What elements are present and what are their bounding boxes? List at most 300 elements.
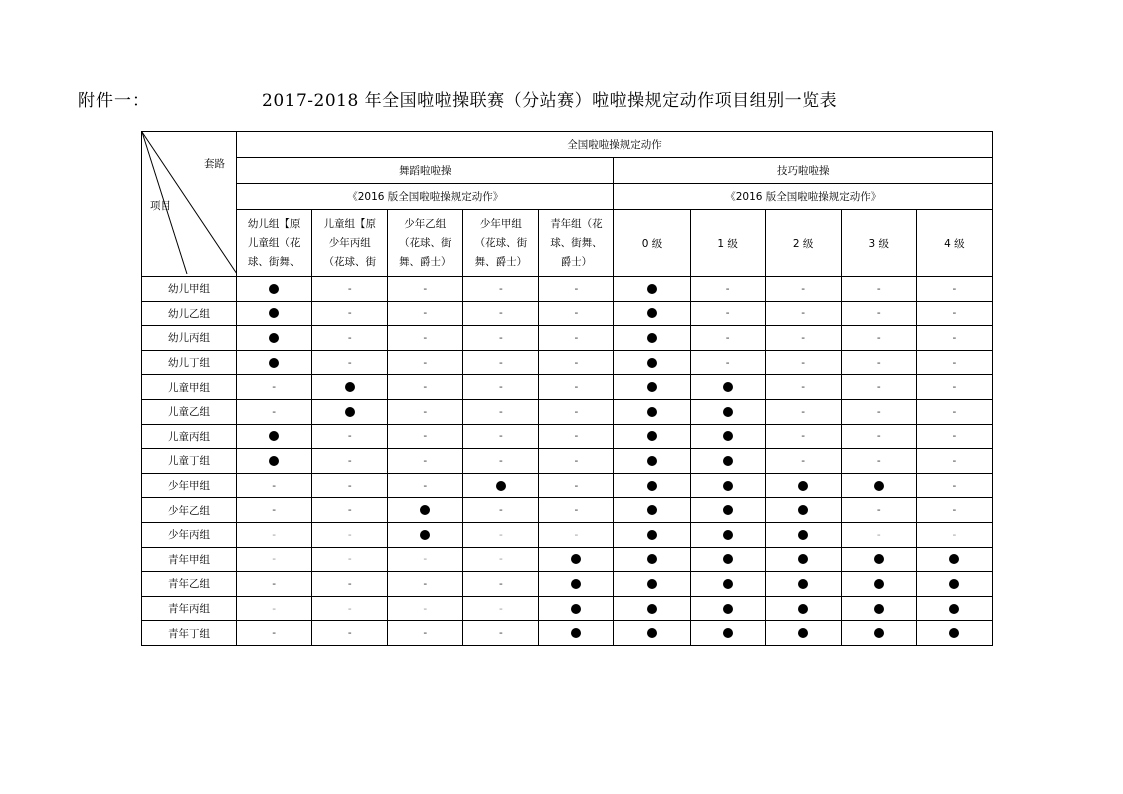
dash-cell: [237, 498, 312, 523]
dash-mark: -: [498, 577, 503, 590]
dash-mark: -: [347, 528, 352, 541]
table-row: [142, 277, 993, 302]
dash-cell: [388, 596, 463, 621]
dash-mark: -: [574, 381, 579, 394]
dash-cell: [312, 350, 388, 375]
dash-mark: -: [423, 602, 428, 615]
filled-dot-icon: [647, 284, 657, 294]
dash-cell: [463, 547, 539, 572]
filled-dot-icon: [420, 505, 430, 515]
dash-cell: [463, 424, 539, 449]
dot-cell: [614, 473, 690, 498]
dash-cell: [841, 301, 916, 326]
dash-mark: -: [876, 356, 881, 369]
dash-cell: [841, 326, 916, 351]
document-title: 2017-2018 年全国啦啦操联赛（分站赛）啦啦操规定动作项目组别一览表: [262, 91, 838, 111]
dot-cell: [841, 473, 916, 498]
dot-cell: [690, 375, 765, 400]
row-label: 儿童丙组: [142, 424, 237, 449]
dot-cell: [237, 301, 312, 326]
dash-mark: -: [423, 307, 428, 320]
dot-cell: [765, 522, 841, 547]
filled-dot-icon: [269, 431, 279, 441]
dash-mark: -: [801, 454, 806, 467]
dash-mark: -: [423, 405, 428, 418]
dot-cell: [614, 350, 690, 375]
dash-cell: [916, 399, 992, 424]
dash-mark: -: [574, 454, 579, 467]
dash-mark: -: [952, 454, 957, 467]
filled-dot-icon: [723, 554, 733, 564]
dash-cell: [765, 375, 841, 400]
dash-mark: -: [498, 356, 503, 369]
dash-mark: -: [498, 381, 503, 394]
filled-dot-icon: [949, 554, 959, 564]
dot-cell: [690, 547, 765, 572]
dash-mark: -: [952, 381, 957, 394]
dash-mark: -: [574, 356, 579, 369]
filled-dot-icon: [949, 628, 959, 638]
dash-mark: -: [725, 307, 730, 320]
dot-cell: [690, 473, 765, 498]
dash-cell: [841, 375, 916, 400]
dash-cell: [463, 621, 539, 646]
dash-mark: -: [347, 577, 352, 590]
dance-col-header: 青年组（花 球、街舞、 爵士）: [539, 210, 614, 277]
dash-cell: [388, 326, 463, 351]
dash-mark: -: [272, 602, 277, 615]
table-row: [142, 522, 993, 547]
dash-cell: [388, 473, 463, 498]
dash-mark: -: [272, 528, 277, 541]
dash-mark: -: [423, 627, 428, 640]
dash-mark: -: [876, 454, 881, 467]
dash-cell: [463, 572, 539, 597]
filled-dot-icon: [345, 382, 355, 392]
filled-dot-icon: [571, 579, 581, 589]
dot-cell: [614, 547, 690, 572]
dash-cell: [463, 277, 539, 302]
dash-cell: [237, 473, 312, 498]
filled-dot-icon: [647, 604, 657, 614]
dash-cell: [388, 350, 463, 375]
dot-cell: [916, 596, 992, 621]
row-label: 青年丙组: [142, 596, 237, 621]
dash-mark: -: [952, 331, 957, 344]
filled-dot-icon: [647, 308, 657, 318]
dot-cell: [614, 449, 690, 474]
dash-cell: [539, 449, 614, 474]
dot-cell: [690, 449, 765, 474]
filled-dot-icon: [420, 530, 430, 540]
row-label: 幼儿丙组: [142, 326, 237, 351]
dot-cell: [690, 522, 765, 547]
dash-mark: -: [574, 282, 579, 295]
dot-cell: [614, 596, 690, 621]
filled-dot-icon: [269, 456, 279, 466]
dot-cell: [539, 547, 614, 572]
dash-cell: [841, 522, 916, 547]
dash-mark: -: [725, 331, 730, 344]
dash-cell: [463, 326, 539, 351]
dash-cell: [463, 596, 539, 621]
dash-cell: [237, 621, 312, 646]
filled-dot-icon: [874, 628, 884, 638]
dash-cell: [312, 547, 388, 572]
filled-dot-icon: [269, 333, 279, 343]
dash-cell: [312, 596, 388, 621]
dash-cell: [916, 498, 992, 523]
filled-dot-icon: [949, 604, 959, 614]
filled-dot-icon: [874, 554, 884, 564]
dash-cell: [765, 350, 841, 375]
dash-cell: [312, 621, 388, 646]
dash-mark: -: [574, 307, 579, 320]
dot-cell: [614, 621, 690, 646]
dash-cell: [388, 277, 463, 302]
dot-cell: [841, 547, 916, 572]
dash-mark: -: [423, 381, 428, 394]
dash-cell: [539, 326, 614, 351]
dot-cell: [463, 473, 539, 498]
dash-cell: [690, 326, 765, 351]
dash-cell: [916, 424, 992, 449]
filled-dot-icon: [798, 604, 808, 614]
dash-cell: [539, 277, 614, 302]
dot-cell: [237, 277, 312, 302]
dash-cell: [312, 424, 388, 449]
dash-cell: [539, 498, 614, 523]
filled-dot-icon: [723, 481, 733, 491]
filled-dot-icon: [723, 407, 733, 417]
filled-dot-icon: [647, 530, 657, 540]
dash-cell: [312, 326, 388, 351]
dash-cell: [916, 375, 992, 400]
dash-mark: -: [574, 504, 579, 517]
dash-cell: [463, 522, 539, 547]
dash-cell: [765, 277, 841, 302]
dot-cell: [690, 424, 765, 449]
dash-cell: [916, 277, 992, 302]
filled-dot-icon: [647, 431, 657, 441]
dash-mark: -: [952, 307, 957, 320]
dash-cell: [388, 621, 463, 646]
dash-cell: [388, 572, 463, 597]
dash-mark: -: [574, 331, 579, 344]
dash-mark: -: [423, 479, 428, 492]
dash-mark: -: [876, 405, 881, 418]
row-label: 幼儿甲组: [142, 277, 237, 302]
dash-cell: [312, 522, 388, 547]
dash-cell: [388, 547, 463, 572]
dash-mark: -: [574, 479, 579, 492]
corner-label-xiangmu: 项目: [150, 200, 171, 212]
filled-dot-icon: [571, 628, 581, 638]
dash-mark: -: [952, 504, 957, 517]
dash-cell: [237, 375, 312, 400]
filled-dot-icon: [723, 382, 733, 392]
filled-dot-icon: [798, 579, 808, 589]
dash-mark: -: [498, 405, 503, 418]
dash-mark: -: [347, 454, 352, 467]
dash-mark: -: [801, 405, 806, 418]
dash-mark: -: [423, 553, 428, 566]
table-row: [142, 399, 993, 424]
dash-mark: -: [952, 282, 957, 295]
filled-dot-icon: [723, 505, 733, 515]
dash-cell: [539, 375, 614, 400]
dance-col-header: 儿童组【原 少年丙组 （花球、街: [312, 210, 388, 277]
dash-cell: [841, 449, 916, 474]
filled-dot-icon: [723, 456, 733, 466]
dash-mark: -: [801, 331, 806, 344]
dash-mark: -: [272, 577, 277, 590]
dash-cell: [463, 350, 539, 375]
dot-cell: [690, 621, 765, 646]
dash-cell: [841, 399, 916, 424]
dash-mark: -: [952, 479, 957, 492]
dot-cell: [614, 399, 690, 424]
dash-cell: [237, 572, 312, 597]
dash-mark: -: [801, 282, 806, 295]
filled-dot-icon: [798, 554, 808, 564]
header-version-dance: 《2016 版全国啦啦操规定动作》: [237, 184, 614, 210]
corner-label-taolu: 套路: [204, 158, 225, 170]
dash-cell: [690, 350, 765, 375]
dot-cell: [237, 424, 312, 449]
dash-mark: -: [801, 381, 806, 394]
header-version-skill: 《2016 版全国啦啦操规定动作》: [614, 184, 993, 210]
dash-cell: [841, 424, 916, 449]
dot-cell: [841, 596, 916, 621]
dash-cell: [312, 572, 388, 597]
dash-mark: -: [574, 430, 579, 443]
group-table: [141, 131, 993, 646]
dash-cell: [916, 449, 992, 474]
header-dance: 舞蹈啦啦操: [237, 158, 614, 184]
dash-cell: [312, 449, 388, 474]
dash-cell: [916, 301, 992, 326]
dot-cell: [765, 572, 841, 597]
dot-cell: [690, 498, 765, 523]
dash-cell: [463, 449, 539, 474]
dot-cell: [614, 572, 690, 597]
dot-cell: [614, 277, 690, 302]
dash-cell: [916, 350, 992, 375]
dash-mark: -: [498, 504, 503, 517]
dash-mark: -: [423, 282, 428, 295]
dash-cell: [765, 326, 841, 351]
dash-mark: -: [347, 553, 352, 566]
filled-dot-icon: [269, 308, 279, 318]
dash-cell: [463, 375, 539, 400]
table-row: [142, 424, 993, 449]
filled-dot-icon: [798, 530, 808, 540]
dot-cell: [312, 399, 388, 424]
dance-col-header: 幼儿组【原 儿童组（花 球、街舞、: [237, 210, 312, 277]
table-row: [142, 350, 993, 375]
dash-mark: -: [423, 356, 428, 369]
dash-cell: [237, 399, 312, 424]
dash-cell: [388, 399, 463, 424]
skill-col-header: 0 级: [614, 210, 690, 277]
dot-cell: [916, 547, 992, 572]
dot-cell: [916, 572, 992, 597]
dash-mark: -: [498, 627, 503, 640]
dash-mark: -: [876, 282, 881, 295]
row-label: 儿童乙组: [142, 399, 237, 424]
dot-cell: [539, 621, 614, 646]
filled-dot-icon: [269, 358, 279, 368]
corner-cell: [142, 132, 237, 277]
dot-cell: [237, 449, 312, 474]
dot-cell: [614, 522, 690, 547]
filled-dot-icon: [647, 407, 657, 417]
dash-mark: -: [952, 405, 957, 418]
dash-cell: [539, 424, 614, 449]
dash-cell: [312, 277, 388, 302]
dash-mark: -: [498, 307, 503, 320]
dash-mark: -: [574, 528, 579, 541]
dash-mark: -: [498, 528, 503, 541]
row-label: 幼儿乙组: [142, 301, 237, 326]
filled-dot-icon: [571, 604, 581, 614]
filled-dot-icon: [647, 579, 657, 589]
attachment-label: 附件一：: [78, 91, 150, 111]
dash-cell: [388, 375, 463, 400]
dot-cell: [539, 596, 614, 621]
row-label: 青年丁组: [142, 621, 237, 646]
dash-mark: -: [272, 553, 277, 566]
dash-cell: [463, 301, 539, 326]
dash-mark: -: [498, 553, 503, 566]
dash-mark: -: [272, 381, 277, 394]
dash-cell: [916, 522, 992, 547]
dash-cell: [765, 399, 841, 424]
filled-dot-icon: [723, 604, 733, 614]
filled-dot-icon: [647, 505, 657, 515]
skill-col-header: 2 级: [765, 210, 841, 277]
dance-col-header: 少年甲组 （花球、街 舞、爵士）: [463, 210, 539, 277]
dash-cell: [916, 326, 992, 351]
filled-dot-icon: [874, 579, 884, 589]
filled-dot-icon: [345, 407, 355, 417]
dash-mark: -: [801, 307, 806, 320]
dot-cell: [614, 424, 690, 449]
dash-mark: -: [801, 356, 806, 369]
dash-mark: -: [876, 430, 881, 443]
dash-cell: [765, 449, 841, 474]
dash-cell: [388, 449, 463, 474]
dot-cell: [237, 326, 312, 351]
dash-cell: [539, 301, 614, 326]
dash-cell: [463, 399, 539, 424]
filled-dot-icon: [798, 505, 808, 515]
table-row: [142, 473, 993, 498]
dash-cell: [237, 522, 312, 547]
header-main: 全国啦啦操规定动作: [237, 132, 993, 158]
dash-mark: -: [272, 479, 277, 492]
filled-dot-icon: [496, 481, 506, 491]
table-row: [142, 596, 993, 621]
dash-mark: -: [876, 331, 881, 344]
dot-cell: [614, 326, 690, 351]
dot-cell: [614, 301, 690, 326]
filled-dot-icon: [874, 481, 884, 491]
dash-mark: -: [272, 405, 277, 418]
dash-mark: -: [952, 430, 957, 443]
dash-cell: [690, 277, 765, 302]
row-label: 少年丙组: [142, 522, 237, 547]
dash-cell: [765, 424, 841, 449]
dash-cell: [463, 498, 539, 523]
table-body: [142, 277, 993, 646]
row-label: 幼儿丁组: [142, 350, 237, 375]
filled-dot-icon: [647, 481, 657, 491]
dash-cell: [841, 350, 916, 375]
dash-mark: -: [876, 307, 881, 320]
filled-dot-icon: [798, 481, 808, 491]
table-row: [142, 498, 993, 523]
dash-mark: -: [347, 282, 352, 295]
filled-dot-icon: [647, 358, 657, 368]
dot-cell: [841, 621, 916, 646]
table-row: [142, 621, 993, 646]
dash-mark: -: [347, 602, 352, 615]
dot-cell: [614, 498, 690, 523]
dash-cell: [841, 277, 916, 302]
table-row: [142, 572, 993, 597]
dash-mark: -: [498, 602, 503, 615]
filled-dot-icon: [269, 284, 279, 294]
dash-cell: [312, 473, 388, 498]
row-label: 儿童丁组: [142, 449, 237, 474]
dash-mark: -: [423, 577, 428, 590]
table-row: [142, 375, 993, 400]
dash-mark: -: [498, 282, 503, 295]
table-row: [142, 449, 993, 474]
dot-cell: [690, 572, 765, 597]
filled-dot-icon: [647, 333, 657, 343]
dot-cell: [690, 596, 765, 621]
dash-cell: [539, 473, 614, 498]
dash-cell: [765, 301, 841, 326]
dash-cell: [539, 522, 614, 547]
table-row: [142, 547, 993, 572]
dot-cell: [614, 375, 690, 400]
filled-dot-icon: [798, 628, 808, 638]
dash-mark: -: [272, 627, 277, 640]
header-skill: 技巧啦啦操: [614, 158, 993, 184]
dash-mark: -: [952, 528, 957, 541]
skill-col-header: 4 级: [916, 210, 992, 277]
dot-cell: [690, 399, 765, 424]
dash-mark: -: [347, 504, 352, 517]
dash-cell: [312, 498, 388, 523]
dash-mark: -: [952, 356, 957, 369]
dot-cell: [765, 498, 841, 523]
dash-mark: -: [423, 331, 428, 344]
dash-cell: [237, 596, 312, 621]
dash-mark: -: [498, 454, 503, 467]
filled-dot-icon: [723, 628, 733, 638]
dot-cell: [765, 621, 841, 646]
dash-mark: -: [423, 454, 428, 467]
dash-mark: -: [498, 331, 503, 344]
dot-cell: [765, 473, 841, 498]
dash-mark: -: [725, 356, 730, 369]
dash-mark: -: [347, 331, 352, 344]
